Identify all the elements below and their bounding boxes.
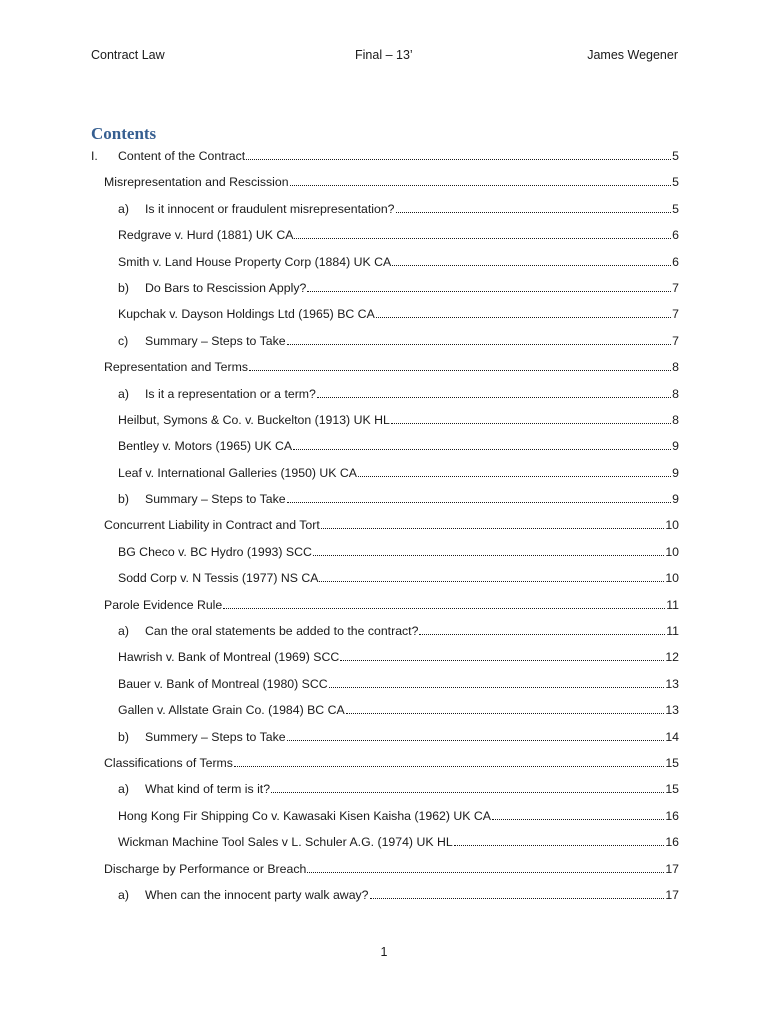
toc-entry-title: Is it a representation or a term?: [145, 386, 316, 401]
toc-entry-number: a): [118, 201, 129, 216]
toc-entry-title: Do Bars to Rescission Apply?: [145, 280, 307, 295]
toc-dot-leader: [313, 542, 664, 556]
toc-entry[interactable]: [91, 225, 679, 251]
toc-entry-page: 7: [672, 280, 679, 295]
toc-entry[interactable]: [91, 384, 679, 410]
toc-entry-page: 5: [672, 201, 679, 216]
toc-dot-leader: [287, 727, 665, 741]
toc-entry-number: a): [118, 782, 129, 797]
toc-dot-leader: [307, 278, 671, 292]
toc-dot-leader: [290, 172, 672, 186]
toc-entry-number: b): [118, 280, 129, 295]
toc-entry[interactable]: [91, 885, 679, 911]
toc-entry[interactable]: [91, 832, 679, 858]
toc-entry[interactable]: [91, 489, 679, 515]
toc-entry-title: Concurrent Liability in Contract and Tort: [104, 518, 320, 533]
toc-entry[interactable]: [91, 859, 679, 885]
toc-dot-leader: [454, 832, 665, 846]
toc-entry-title: Kupchak v. Dayson Holdings Ltd (1965) BC CA: [118, 307, 375, 322]
toc-dot-leader: [419, 621, 665, 635]
toc-entry-page: 16: [665, 835, 679, 850]
toc-entry-number: b): [118, 492, 129, 507]
toc-entry-page: 11: [666, 624, 679, 639]
toc-dot-leader: [234, 753, 664, 767]
toc-entry-title: Bauer v. Bank of Montreal (1980) SCC: [118, 676, 328, 691]
toc-entry[interactable]: [91, 568, 679, 594]
toc-entry[interactable]: [91, 252, 679, 278]
toc-dot-leader: [392, 252, 671, 266]
toc-entry[interactable]: [91, 542, 679, 568]
toc-entry-title: Heilbut, Symons & Co. v. Buckelton (1913) UK HL: [118, 412, 390, 427]
toc-entry-number: a): [118, 386, 129, 401]
toc-entry[interactable]: [91, 199, 679, 225]
toc-entry-title: Misrepresentation and Rescission: [104, 175, 289, 190]
toc-entry[interactable]: [91, 515, 679, 541]
toc-entry-page: 5: [672, 175, 679, 190]
header-exam: Final – 13’: [355, 48, 413, 62]
toc-entry-title: Parole Evidence Rule: [104, 597, 223, 612]
toc-entry-title: Leaf v. International Galleries (1950) UK CA: [118, 465, 357, 480]
toc-entry-page: 8: [672, 386, 679, 401]
toc-dot-leader: [358, 463, 671, 477]
toc-dot-leader: [223, 595, 665, 609]
toc-entry-title: Summary – Steps to Take: [145, 333, 286, 348]
toc-entry-page: 7: [672, 333, 679, 348]
toc-dot-leader: [492, 806, 664, 820]
toc-entry-title: Is it innocent or fraudulent misrepresentation?: [145, 201, 395, 216]
toc-entry[interactable]: [91, 595, 679, 621]
toc-entry[interactable]: [91, 357, 679, 383]
toc-entry[interactable]: [91, 331, 679, 357]
toc-entry[interactable]: [91, 647, 679, 673]
toc-entry-title: Hong Kong Fir Shipping Co v. Kawasaki Kisen Kaisha (1962) UK CA: [118, 808, 491, 823]
toc-entry[interactable]: [91, 463, 679, 489]
table-of-contents: [91, 146, 679, 911]
toc-dot-leader: [317, 384, 671, 398]
toc-entry-page: 10: [665, 544, 679, 559]
toc-title: Contents: [91, 124, 157, 143]
toc-entry-page: 17: [665, 861, 679, 876]
toc-entry[interactable]: [91, 674, 679, 700]
toc-entry[interactable]: [91, 436, 679, 462]
toc-entry[interactable]: [91, 410, 679, 436]
toc-entry-title: What kind of term is it?: [145, 782, 271, 797]
toc-dot-leader: [370, 885, 665, 899]
toc-dot-leader: [246, 146, 671, 160]
toc-entry-page: 5: [672, 149, 679, 163]
toc-entry[interactable]: [91, 621, 679, 647]
toc-entry-title: Bentley v. Motors (1965) UK CA: [118, 439, 293, 454]
toc-dot-leader: [294, 225, 671, 239]
toc-entry-title: When can the innocent party walk away?: [145, 887, 369, 902]
toc-entry-number: a): [118, 887, 129, 902]
toc-dot-leader: [293, 436, 671, 450]
toc-entry[interactable]: [91, 172, 679, 198]
toc-dot-leader: [249, 357, 671, 371]
toc-entry-page: 7: [672, 307, 679, 322]
toc-entry-page: 15: [665, 782, 679, 797]
toc-entry-page: 11: [666, 597, 679, 612]
toc-entry-title: Can the oral statements be added to the contract?: [145, 624, 419, 639]
toc-dot-leader: [376, 304, 671, 318]
toc-dot-leader: [287, 489, 672, 503]
toc-entry-page: 15: [665, 755, 679, 770]
toc-dot-leader: [396, 199, 672, 213]
header-author: James Wegener: [587, 48, 678, 62]
toc-entry[interactable]: [91, 727, 679, 753]
toc-entry-page: 6: [672, 254, 679, 269]
toc-entry-page: 17: [665, 887, 679, 902]
toc-entry-title: Summary – Steps to Take: [145, 492, 286, 507]
toc-entry-number: I.: [91, 149, 98, 163]
toc-entry-page: 10: [665, 518, 679, 533]
toc-entry-page: 12: [665, 650, 679, 665]
toc-entry-page: 16: [665, 808, 679, 823]
toc-entry-page: 9: [672, 439, 679, 454]
toc-entry-page: 13: [665, 676, 679, 691]
toc-entry-title: Gallen v. Allstate Grain Co. (1984) BC CA: [118, 703, 345, 718]
toc-entry-title: Discharge by Performance or Breach: [104, 861, 307, 876]
toc-dot-leader: [271, 779, 664, 793]
toc-entry[interactable]: [91, 146, 679, 172]
toc-dot-leader: [346, 700, 665, 714]
toc-entry-page: 14: [665, 729, 679, 744]
toc-entry-page: 8: [672, 360, 679, 375]
toc-entry-title: Classifications of Terms: [104, 755, 233, 770]
toc-entry-number: c): [118, 333, 129, 348]
toc-entry-title: Hawrish v. Bank of Montreal (1969) SCC: [118, 650, 340, 665]
toc-dot-leader: [319, 568, 664, 582]
toc-entry-page: 9: [672, 492, 679, 507]
toc-entry-page: 8: [672, 412, 679, 427]
toc-entry[interactable]: [91, 700, 679, 726]
toc-entry[interactable]: [91, 806, 679, 832]
toc-dot-leader: [287, 331, 672, 345]
toc-entry-number: b): [118, 729, 129, 744]
toc-entry-page: 13: [665, 703, 679, 718]
toc-entry[interactable]: [91, 304, 679, 330]
toc-entry-title: Summery – Steps to Take: [145, 729, 286, 744]
toc-entry-page: 10: [665, 571, 679, 586]
toc-entry-title: BG Checo v. BC Hydro (1993) SCC: [118, 544, 312, 559]
page-header: [91, 48, 678, 64]
header-course: Contract Law: [91, 48, 165, 62]
toc-entry-title: Sodd Corp v. N Tessis (1977) NS CA: [118, 571, 319, 586]
toc-entry-title: Representation and Terms: [104, 360, 249, 375]
toc-entry-page: 9: [672, 465, 679, 480]
toc-dot-leader: [340, 647, 664, 661]
toc-entry-title: Redgrave v. Hurd (1881) UK CA: [118, 228, 294, 243]
toc-entry-title: Wickman Machine Tool Sales v L. Schuler A.G. (1974) UK HL: [118, 835, 453, 850]
toc-entry-number: a): [118, 624, 129, 639]
toc-dot-leader: [307, 859, 664, 873]
toc-dot-leader: [391, 410, 671, 424]
toc-entry[interactable]: [91, 779, 679, 805]
page-number: 1: [380, 945, 388, 959]
toc-entry[interactable]: [91, 753, 679, 779]
toc-entry[interactable]: [91, 278, 679, 304]
toc-entry-page: 6: [672, 228, 679, 243]
toc-dot-leader: [329, 674, 665, 688]
toc-dot-leader: [321, 515, 665, 529]
toc-entry-title: Content of the Contract: [118, 149, 246, 163]
toc-entry-title: Smith v. Land House Property Corp (1884) UK CA: [118, 254, 392, 269]
